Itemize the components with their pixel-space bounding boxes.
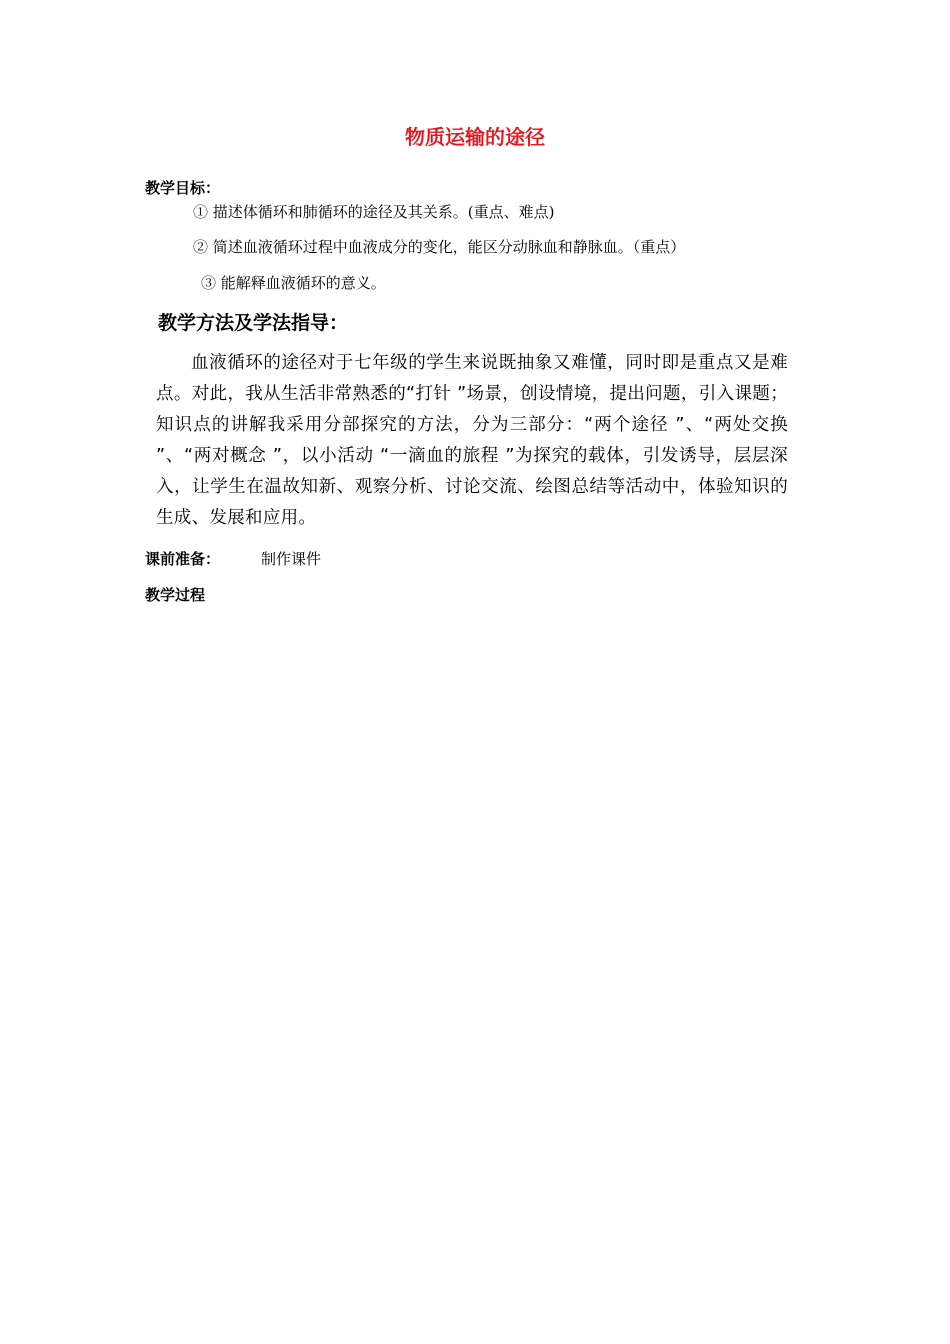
document-title: 物质运输的途径 [405,125,545,149]
objectives-heading: 教学目标： [145,179,221,197]
objective-item-1: ① 描述体循环和肺循环的途径及其关系。(重点、难点) [193,203,555,221]
objective-item-2: ② 简述血液循环过程中血液成分的变化，能区分动脉血和静脉血。（重点） [193,238,686,256]
objective-item-3: ③ 能解释血液循环的意义。 [201,274,386,292]
preparation-label: 课前准备： [145,550,221,568]
preparation-value: 制作课件 [261,550,322,568]
process-heading: 教学过程 [145,586,206,604]
preparation-row [145,549,322,569]
methods-heading: 教学方法及学法指导： [158,312,349,334]
methods-paragraph: 血液循环的途径对于七年级的学生来说既抽象又难懂，同时即是重点又是难点。对此，我从生活非常熟悉的“打针 ”场景，创设情境，提出问题，引入课题；知识点的讲解我采用分部探究的方法，分为三部分：“两个途径 ”、“两处交换 ”、“两对概念 ”，以小活动 “一滴血的旅程 ”为探究的载体，引发诱导，层层深入，让学生在温故知新、观察分析、讨论交流、绘图总结等活动中，体验知识的生成、发展和应用。 [156,353,788,528]
